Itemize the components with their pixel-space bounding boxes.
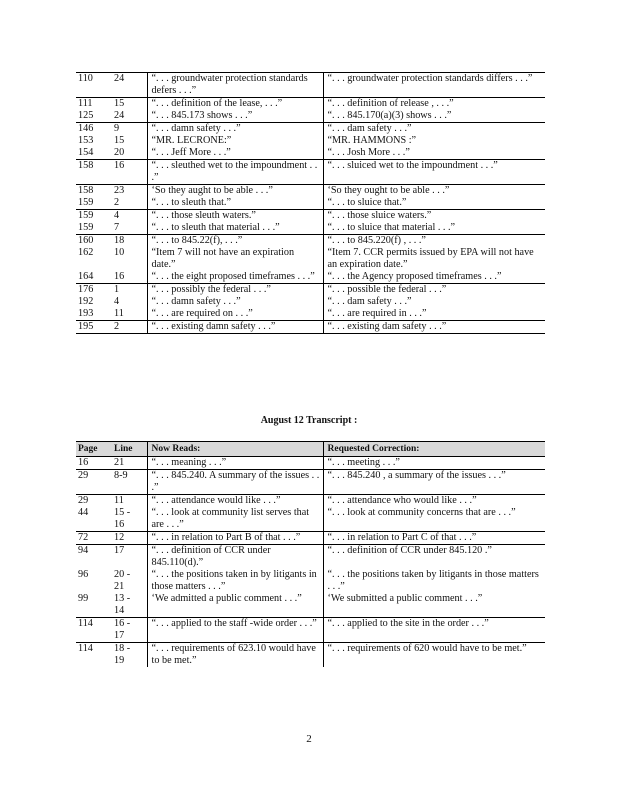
header-row (76, 442, 545, 457)
requested-correction-cell: “. . . existing dam safety . . .” (323, 321, 545, 334)
table-header (76, 442, 545, 457)
line-cell: 18 - 19 (112, 643, 147, 668)
now-reads-cell: “. . . existing damn safety . . .” (147, 321, 323, 334)
requested-correction-cell: “. . . in relation to Part C of that . . .” (323, 532, 545, 545)
requested-correction-cell: “. . . definition of CCR under 845.120 .” “. . . the positions taken by litigants in those matters . . .” ‘We submitted a public comment . . .” (323, 545, 545, 618)
now-reads-cell: “. . . attendance would like . . .” “. . . look at community list serves that are . . .” (147, 495, 323, 532)
page-cell: 94 96 99 (76, 545, 112, 618)
page-cell: 195 (76, 321, 112, 334)
line-cell: 18 10 16 (112, 235, 147, 284)
now-reads-cell: “. . . requirements of 623.10 would have to be met.” (147, 643, 323, 668)
table-row (76, 470, 545, 495)
page-column-header: Page (76, 442, 112, 457)
table-row (76, 643, 545, 668)
table-row (76, 532, 545, 545)
page-cell: 110 (76, 73, 112, 98)
table-row (76, 235, 545, 284)
line-cell: 8-9 (112, 470, 147, 495)
page-cell: 146 153 154 (76, 123, 112, 160)
line-cell: 24 (112, 73, 147, 98)
page-cell: 29 (76, 470, 112, 495)
requested-correction-cell: “. . . applied to the site in the order . . .” (323, 618, 545, 643)
requested-correction-cell: “. . . groundwater protection standards differs . . .” (323, 73, 545, 98)
requested-correction-cell: “. . . possible the federal . . .” “. . . dam safety . . .” “. . . are required in . . .” (323, 284, 545, 321)
line-cell: 12 (112, 532, 147, 545)
table-row (76, 321, 545, 334)
table-row (76, 457, 545, 470)
requested-correction-cell: ‘So they ought to be able . . .” “. . . to sluice that.” (323, 185, 545, 210)
corrections-table-1-body (76, 73, 545, 334)
requested-correction-cell: “. . . to 845.220(f) , . . .” “Item 7. CCR permits issued by EPA will not have an expiration date.” “. . . the Agency proposed timeframes . . .” (323, 235, 545, 284)
requested-correction-cell: “. . . meeting . . .” (327, 457, 400, 468)
now-reads-cell: “. . . sleuthed wet to the impoundment . . .” (147, 160, 323, 185)
now-reads-cell: “. . . 845.240. A summary of the issues . . .” (147, 470, 323, 495)
corrections-table-1 (76, 72, 545, 334)
page-cell: 29 44 (76, 495, 112, 532)
table-row (76, 98, 545, 123)
now-reads-column-header: Now Reads: (147, 442, 323, 457)
page-cell: 114 (76, 643, 112, 668)
requested-correction-cell: “. . . sluiced wet to the impoundment . . .” (323, 160, 545, 185)
table-row (76, 618, 545, 643)
line-cell: 17 20 - 21 13 - 14 (112, 545, 147, 618)
table-row (76, 123, 545, 160)
page-cell: 158 159 (76, 185, 112, 210)
corrections-table-2 (76, 441, 545, 667)
now-reads-cell: “. . . applied to the staff -wide order . . .” (147, 618, 323, 643)
page-cell: 158 (76, 160, 112, 185)
table-row (76, 210, 545, 235)
table-row (76, 185, 545, 210)
line-cell: 4 7 (112, 210, 147, 235)
now-reads-cell: “. . . those sleuth waters.” “. . . to sleuth that material . . .” (147, 210, 323, 235)
section-heading: August 12 Transcript : (260, 415, 358, 426)
line-cell: 11 15 - 16 (112, 495, 147, 532)
requested-correction-cell: “. . . definition of release , . . .” “. . . 845.170(a)(3) shows . . .” (323, 98, 545, 123)
table-row (76, 545, 545, 618)
now-reads-cell: “. . . definition of CCR under 845.110(d).” “. . . the positions taken in by litigants in those matters . . .” ‘We admitted a public comment . . .” (147, 545, 323, 618)
line-cell: 9 15 20 (112, 123, 147, 160)
line-cell: 16 (112, 160, 147, 185)
line-column-header: Line (112, 442, 147, 457)
line-cell: 2 (112, 321, 147, 334)
now-reads-cell: “. . . damn safety . . .” “MR. LECRONE:” “. . . Jeff More . . .” (147, 123, 323, 160)
page-cell: 114 (76, 618, 112, 643)
requested-correction-column-header: Requested Correction: (323, 442, 545, 457)
requested-correction-cell: “. . . dam safety . . .” “MR. HAMMONS :” “. . . Josh More . . .” (323, 123, 545, 160)
page-cell: 176 192 193 (76, 284, 112, 321)
line-cell: 23 2 (112, 185, 147, 210)
page-cell: 160 162 164 (76, 235, 112, 284)
table-row (76, 160, 545, 185)
table-row (76, 495, 545, 532)
now-reads-cell: ‘So they aught to be able . . .” “. . . to sleuth that.” (147, 185, 323, 210)
corrections-table-2-body (76, 457, 545, 668)
now-reads-cell: “. . . definition of the lease, . . .” “. . . 845.173 shows . . .” (147, 98, 323, 123)
line-cell: 1 4 11 (112, 284, 147, 321)
now-reads-cell: “. . . groundwater protection standards defers . . .” (147, 73, 323, 98)
line-cell: 21 (114, 457, 125, 468)
page-cell: 16 (78, 457, 89, 468)
now-reads-cell: “. . . to 845.22(f), . . .” “Item 7 will not have an expiration date.” “. . . the eight proposed timeframes . . .” (147, 235, 323, 284)
table-row (76, 284, 545, 321)
now-reads-cell: “. . . in relation to Part B of that . . .” (147, 532, 323, 545)
now-reads-cell: “. . . meaning . . .” (147, 457, 323, 470)
requested-correction-cell: “. . . those sluice waters.” “. . . to sluice that material . . .” (323, 210, 545, 235)
line-cell: 15 24 (112, 98, 147, 123)
page-number: 2 (306, 733, 312, 745)
line-cell: 16 - 17 (112, 618, 147, 643)
now-reads-cell: “. . . possibly the federal . . .” “. . . damn safety . . .” “. . . are required on . . .” (147, 284, 323, 321)
table-row (76, 73, 545, 98)
requested-correction-cell: “. . . 845.240 , a summary of the issues . . .” (323, 470, 545, 495)
requested-correction-cell: “. . . attendance who would like . . .” “. . . look at community concerns that are . . .” (323, 495, 545, 532)
requested-correction-cell: “. . . requirements of 620 would have to be met.” (323, 643, 545, 668)
page-cell: 111 125 (76, 98, 112, 123)
page-cell: 159 159 (76, 210, 112, 235)
page-cell: 72 (76, 532, 112, 545)
